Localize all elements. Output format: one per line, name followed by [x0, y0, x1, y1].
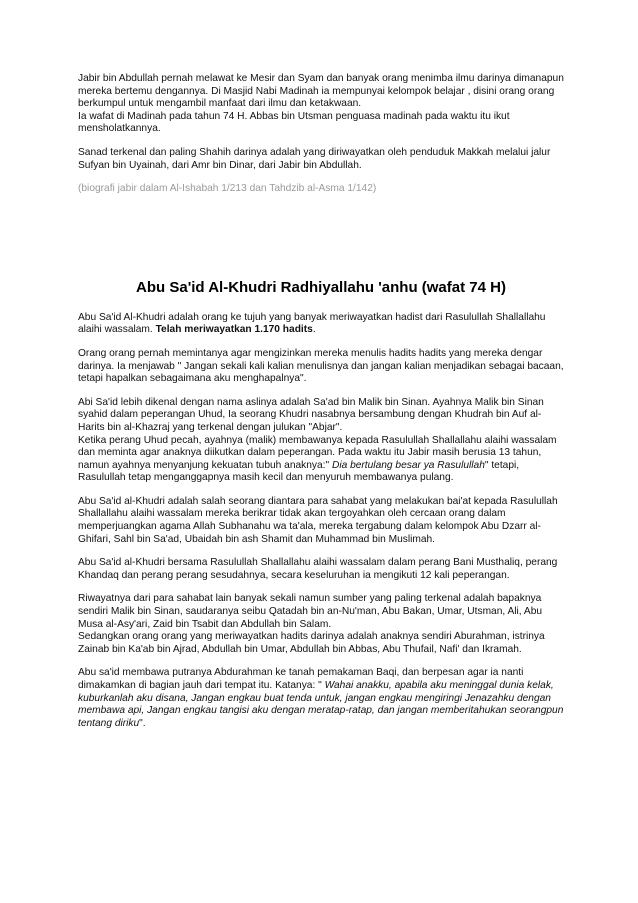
paragraph-line: Sedangkan orang orang yang meriwayatkan hadits darinya adalah anaknya sendiri Aburahman, istrinya Zainab bin Ka'ab bin Ajrad, Abdullah bin Umar, Abdullah bin Abbas, Abu Thufail, Nafi' dan Ikramah.: [78, 631, 545, 655]
paragraph-line: Jabir bin Abdullah pernah melawat ke Mesir dan Syam dan banyak orang menimba ilmu darinya dimanapun mereka bertemu dengannya. Di Masjid Nabi Madinah ia mempunyai kelompok belajar , disini orang orang berkumpul untuk mengambil manfaat dari ilmu dan ketakwaan.: [78, 73, 564, 110]
paragraph-narrators: [78, 593, 564, 656]
paragraph-battles: Abu Sa'id al-Khudri bersama Rasulullah Shallallahu alaihi wassalam dalam perang Bani Musthaliq, perang Khandaq dan perang perang sesudahnya, secara keseluruhan ia mengikuti 12 kali peperangan.: [78, 557, 558, 581]
text-span: ".: [139, 717, 146, 729]
bold-hadith-count: Telah meriwayatkan 1.170 hadits: [155, 324, 313, 336]
paragraph-line: Riwayatnya dari para sahabat lain banyak sekali namun sumber yang paling terkenal adalah bapaknya sendiri Malik bin Sinan, saudaranya seibu Qatadah bin an-Nu'man, Abu Bakan, Umar, Utsman, Ali, Abu Musa al-Asy'ari, Zaid bin Tsabit dan Abdullah bin Salam.: [78, 593, 543, 630]
paragraph-last-will: [78, 667, 564, 730]
italic-quote: Dia bertulang besar ya Rasulullah: [331, 459, 485, 471]
italic-quote: Wahai anakku, apabila aku meninggal dunia kelak, kuburkanlah aku disana, Jangan engkau buat tenda untuk, jangan engkau mengiringi Jenazahku dengan membawa api, Jangan engkau tangisi aku dengan meratap-ratap, dan jangan memberitahukan seorangpun tentang diriku: [78, 680, 564, 729]
text-span: Abu sa'id membawa putranya Abdurahman ke tanah pemakaman Baqi, dan berpesan agar ia nanti dimakamkan di bagian jauh dari tempat itu. Katanya: ": [78, 667, 524, 691]
paragraph-jabir-travel: [78, 73, 564, 136]
section-title: Abu Sa'id Al-Khudri Radhiyallahu 'anhu (wafat 74 H): [136, 278, 506, 296]
text-span: Ketika perang Uhud pecah, ayahnya (malik) membawanya kepada Rasulullah Shallallahu alaihi wassalam dan meminta agar anaknya diikutkan dalam peperangan. Pada waktu itu Jabir masih berusia 13 tahun, namun ayahnya menyanjung kekuatan tubuh anaknya:": [78, 434, 557, 471]
biography-reference: (biografi jabir dalam Al-Ishabah 1/213 dan Tahdzib al-Asma 1/142): [78, 183, 377, 195]
paragraph-writing-hadith: Orang orang pernah memintanya agar mengizinkan mereka menulis hadits hadits yang mereka dengar darinya. Ia menjawab " Jangan sekali kali kalian menulisnya dan jangan kalian menjadikan sebagai bacaan, tetapi hapalkan sebagaimana aku menghapalnya".: [78, 347, 564, 385]
paragraph-lineage: [78, 397, 564, 485]
paragraph-baiat: Abu Sa'id al-Khudri adalah salah seorang diantara para sahabat yang melakukan bai'at kepada Rasulullah Shallallahu alaihi wassalam mereka berikrar tidak akan tergoyahkan oleh cercaan orang dalam memperjuangkan agama Allah Subhanahu wa ta'ala, mereka tergabung dalam kelompok Abu Dzarr al-Ghifari, Sahl bin Sa'ad, Ubaidah bin ash Shamit dan Muhammad bin Muslimah.: [78, 495, 558, 545]
text-span: .: [312, 324, 316, 336]
paragraph-line: Abi Sa'id lebih dikenal dengan nama aslinya adalah Sa'ad bin Malik bin Sinan. Ayahnya Malik bin Sinan syahid dalam peperangan Uhud, Ia seorang Khudri nasabnya bersambung dengan Khudrah bin Auf al-Harits bin al-Khazraj yang terkenal dengan julukan "Abjar".: [78, 396, 544, 433]
paragraph-sanad: Sanad terkenal dan paling Shahih darinya adalah yang diriwayatkan oleh penduduk Makkah melalui jalur Sufyan bin Uyainah, dari Amr bin Dinar, dari Jabir bin Abdullah.: [78, 146, 551, 171]
document-page: [78, 73, 564, 741]
paragraph-intro-abu-said: [78, 312, 564, 337]
text-span: " tetapi, Rasulullah tetap menganggapnya masih kecil dan menyuruh membawanya pulang.: [78, 459, 520, 484]
paragraph-line: Ia wafat di Madinah pada tahun 74 H. Abbas bin Utsman penguasa madinah pada waktu itu ikut mensholatkannya.: [78, 110, 510, 135]
text-span: Abu Sa'id Al-Khudri adalah orang ke tujuh yang banyak meriwayatkan hadist dari Rasulullah Shallallahu alaihi wassalam.: [78, 311, 546, 336]
paragraph-line: [78, 435, 564, 485]
